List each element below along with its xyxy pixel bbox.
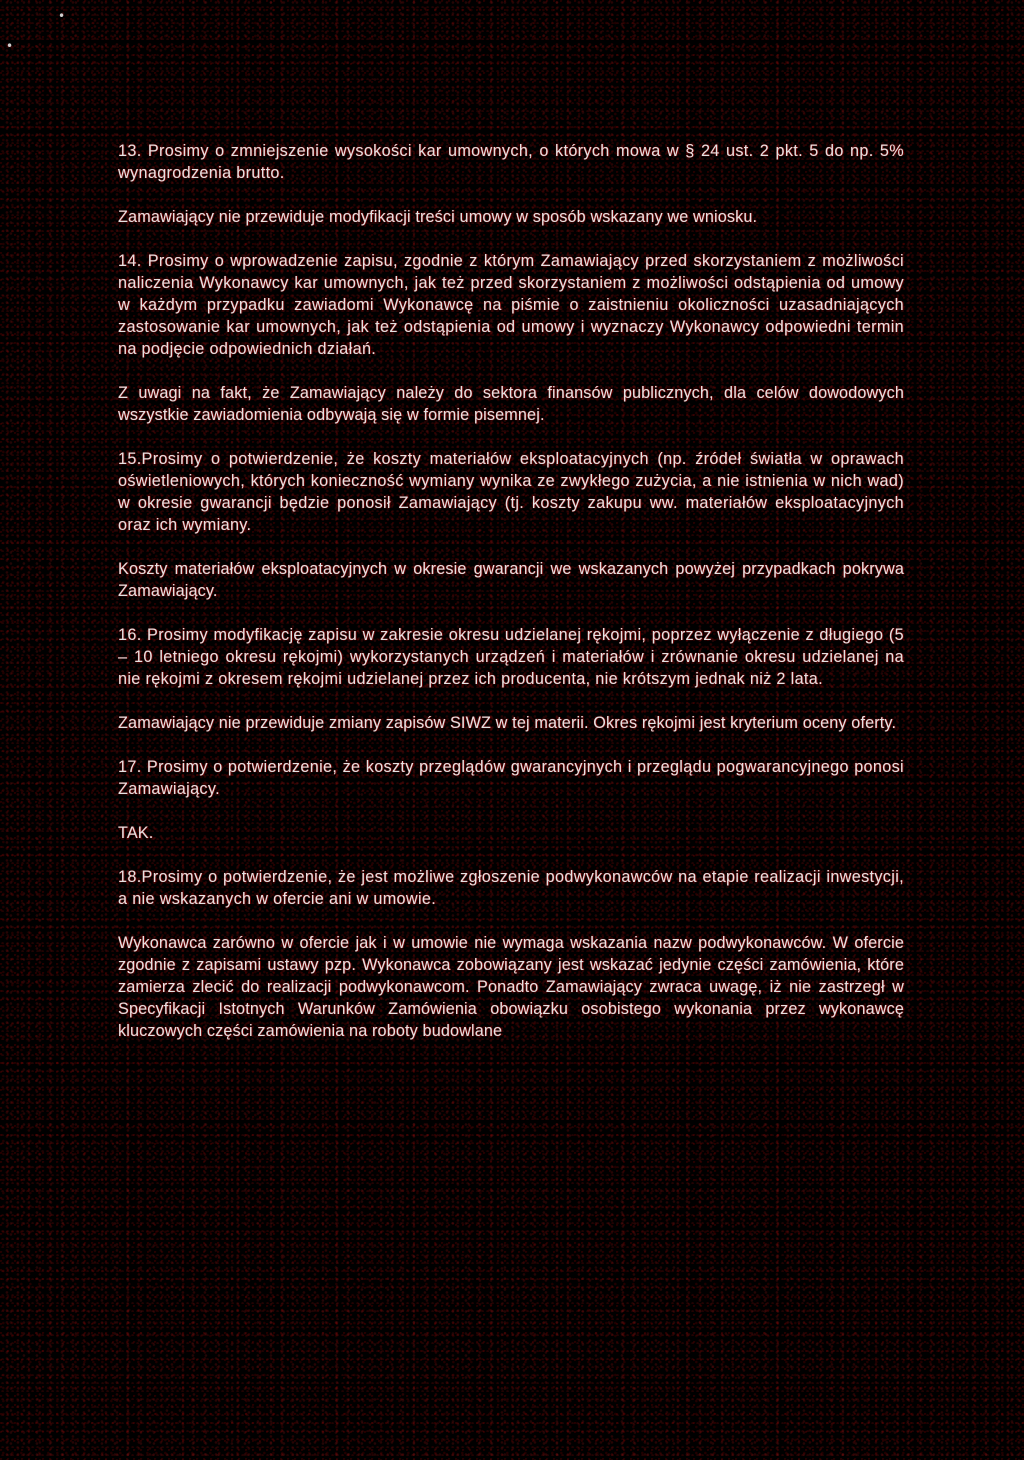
answer-13: Zamawiający nie przewiduje modyfikacji treści umowy w sposób wskazany we wniosku. (118, 208, 758, 226)
answer-15: Koszty materiałów eksploatacyjnych w okresie gwarancji we wskazanych powyżej przypadkach pokrywa Zamawiający. (118, 560, 904, 600)
answer-18: Wykonawca zarówno w ofercie jak i w umowie nie wymaga wskazania nazw podwykonawców. W ofercie zgodnie z zapisami ustawy pzp. Wykonawca zobowiązany jest wskazać jedynie części zamówienia, które zamierza zlecić do realizacji podwykonawcom. Ponadto Zamawiający zwraca uwagę, iż nie zastrzegł w Specyfikacji Istotnych Warunków Zamówienia obowiązku osobistego wykonania przez wykonawcę kluczowych części zamówienia na roboty budowlane (118, 934, 904, 1040)
answer-16: Zamawiający nie przewiduje zmiany zapisów SIWZ w tej materii. Okres rękojmi jest kryterium oceny oferty. (118, 714, 897, 732)
question-14: 14. Prosimy o wprowadzenie zapisu, zgodnie z którym Zamawiający przed skorzystaniem z możliwości naliczenia Wykonawcy kar umownych, jak też przed skorzystaniem z możliwości odstąpienia od umowy w każdym przypadku zawiadomi Wykonawcę na piśmie o zaistnieniu okoliczności uzasadniających zastosowanie kar umownych, jak też odstąpienia od umowy i wyznaczy Wykonawcy odpowiedni termin na podjęcie odpowiednich działań. (118, 252, 904, 358)
question-13: 13. Prosimy o zmniejszenie wysokości kar umownych, o których mowa w § 24 ust. 2 pkt. 5 do np. 5% wynagrodzenia brutto. (118, 142, 904, 182)
question-17: 17. Prosimy o potwierdzenie, że koszty przeglądów gwarancyjnych i przeglądu pogwarancyjnego ponosi Zamawiający. (118, 758, 904, 798)
question-16: 16. Prosimy modyfikację zapisu w zakresie okresu udzielanej rękojmi, poprzez wyłączenie z długiego (5 – 10 letniego okresu rękojmi) wykorzystanych urządzeń i materiałów i zrównanie okresu udzielanej na nie rękojmi z okresem rękojmi udzielanej przez ich producenta, nie krótszym jednak niż 2 lata. (118, 626, 904, 688)
answer-14: Z uwagi na fakt, że Zamawiający należy do sektora finansów publicznych, dla celów dowodowych wszystkie zawiadomienia odbywają się w formie pisemnej. (118, 384, 904, 424)
question-18: 18.Prosimy o potwierdzenie, że jest możliwe zgłoszenie podwykonawców na etapie realizacji inwestycji, a nie wskazanych w ofercie ani w umowie. (118, 868, 904, 908)
question-15: 15.Prosimy o potwierdzenie, że koszty materiałów eksploatacyjnych (np. źródeł światła w oprawach oświetleniowych, których konieczność wymiany wynika ze zwykłego zużycia, a nie istnienia w nich wad) w okresie gwarancji będzie ponosił Zamawiający (tj. koszty zakupu ww. materiałów eksploatacyjnych oraz ich wymiany. (118, 450, 904, 534)
document-page (118, 140, 904, 1042)
answer-17: TAK. (118, 824, 154, 842)
scan-speck-top-left: • (58, 9, 66, 23)
scan-speck-left-edge: • (6, 39, 14, 53)
